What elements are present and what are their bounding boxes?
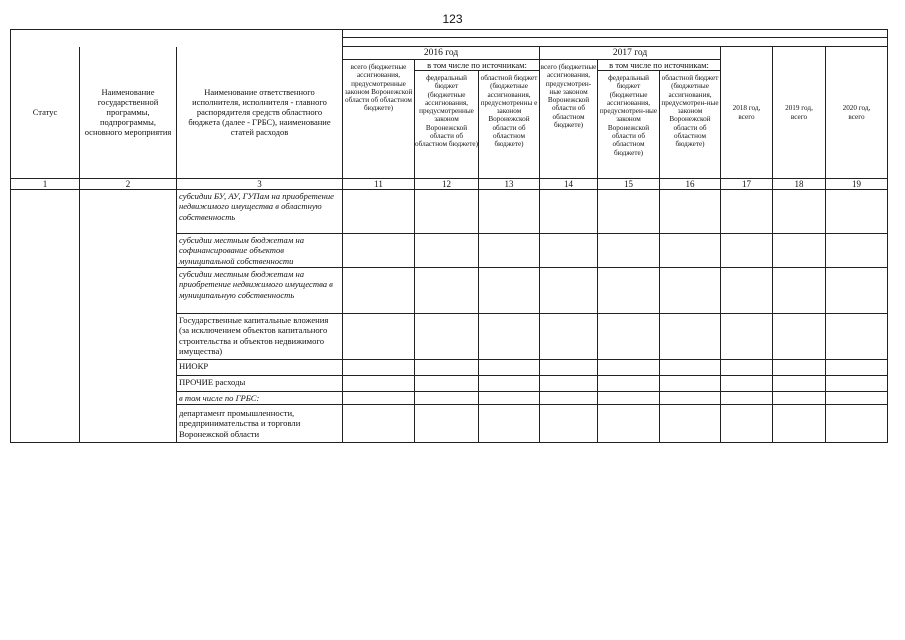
column-number: 14 — [540, 179, 598, 190]
data-cell — [598, 405, 660, 443]
data-cell — [660, 405, 721, 443]
column-number: 11 — [343, 179, 415, 190]
data-cell — [415, 360, 479, 376]
header-year-2017: 2017 год — [540, 47, 721, 60]
data-cell — [773, 190, 826, 234]
data-cell — [343, 314, 415, 360]
status-cell — [11, 190, 80, 443]
data-cell — [540, 234, 598, 268]
data-cell — [721, 190, 773, 234]
table-row: ПРОЧИЕ расходы — [177, 376, 343, 392]
data-cell — [598, 190, 660, 234]
data-cell — [721, 376, 773, 392]
budget-table — [10, 29, 888, 443]
data-cell — [660, 392, 721, 405]
data-cell — [343, 268, 415, 314]
data-cell — [660, 314, 721, 360]
data-cell — [660, 234, 721, 268]
data-cell — [479, 314, 540, 360]
data-cell — [660, 190, 721, 234]
table-row: субсидии БУ, АУ, ГУПам на приобретение недвижимого имущества в областную собственность — [177, 190, 343, 234]
data-cell — [343, 405, 415, 443]
table-row: в том числе по ГРБС: — [177, 392, 343, 405]
column-number: 12 — [415, 179, 479, 190]
header-2019: 2019 год, всего — [773, 47, 826, 179]
data-cell — [479, 234, 540, 268]
data-cell — [721, 405, 773, 443]
table-row: НИОКР — [177, 360, 343, 376]
header-spacer — [343, 30, 888, 38]
data-cell — [479, 376, 540, 392]
table-row: субсидии местным бюджетам на софинансирование объектов муниципальной собственности — [177, 234, 343, 268]
data-cell — [660, 376, 721, 392]
page-number: 123 — [442, 12, 463, 26]
header-spacer — [343, 38, 888, 47]
header-executor: Наименование ответственного исполнителя, исполнителя - главного распорядителя средств областного бюджета (далее - ГРБС), наименование статей расходов — [177, 47, 343, 179]
column-number: 19 — [826, 179, 888, 190]
data-cell — [343, 190, 415, 234]
data-cell — [773, 360, 826, 376]
data-cell — [826, 392, 888, 405]
data-cell — [540, 360, 598, 376]
data-cell — [721, 268, 773, 314]
header-regional-2016: областной бюджет (бюджетные ассигнования, предусмотренны е законом Воронежской области об областном бюджете) — [479, 71, 540, 179]
data-cell — [343, 392, 415, 405]
data-cell — [721, 392, 773, 405]
data-cell — [826, 190, 888, 234]
data-cell — [343, 376, 415, 392]
data-cell — [660, 268, 721, 314]
data-cell — [415, 392, 479, 405]
data-cell — [415, 268, 479, 314]
data-cell — [773, 314, 826, 360]
data-cell — [540, 392, 598, 405]
data-cell — [773, 234, 826, 268]
header-year-2016: 2016 год — [343, 47, 540, 60]
data-cell — [415, 376, 479, 392]
data-cell — [415, 234, 479, 268]
column-number: 1 — [11, 179, 80, 190]
data-cell — [540, 376, 598, 392]
data-cell — [540, 314, 598, 360]
data-cell — [540, 405, 598, 443]
column-number: 13 — [479, 179, 540, 190]
table-top-left — [11, 30, 343, 47]
header-sources-2016: в том числе по источникам: — [415, 60, 540, 71]
header-total-2016: всего (бюджетные ассигнования, предусмотренные законом Воронежской области об областном бюджете) — [343, 60, 415, 179]
header-total-2017: всего (бюджетные ассигнования, предусмотрен-ные законом Воронежской области об областном бюджете) — [540, 60, 598, 179]
data-cell — [826, 405, 888, 443]
data-cell — [598, 392, 660, 405]
data-cell — [415, 190, 479, 234]
data-cell — [598, 376, 660, 392]
column-number: 3 — [177, 179, 343, 190]
column-number: 17 — [721, 179, 773, 190]
table-row: департамент промышленности, предпринимательства и торговли Воронежской области — [177, 405, 343, 443]
column-number: 15 — [598, 179, 660, 190]
data-cell — [598, 360, 660, 376]
data-cell — [415, 314, 479, 360]
data-cell — [721, 314, 773, 360]
data-cell — [540, 268, 598, 314]
data-cell — [479, 392, 540, 405]
header-federal-2017: федеральный бюджет (бюджетные ассигнования, предусмотрен-ные законом Воронежской области об областном бюджете) — [598, 71, 660, 179]
data-cell — [479, 268, 540, 314]
program-cell — [80, 190, 177, 443]
column-number: 16 — [660, 179, 721, 190]
column-number: 2 — [80, 179, 177, 190]
header-federal-2016: федеральный бюджет (бюджетные ассигнования, предусмотренные законом Воронежской области об областном бюджете) — [415, 71, 479, 179]
data-cell — [598, 268, 660, 314]
data-cell — [343, 234, 415, 268]
data-cell — [773, 392, 826, 405]
data-cell — [660, 360, 721, 376]
data-cell — [598, 314, 660, 360]
data-cell — [598, 234, 660, 268]
data-cell — [479, 405, 540, 443]
data-cell — [773, 405, 826, 443]
data-cell — [721, 360, 773, 376]
data-cell — [343, 360, 415, 376]
data-cell — [826, 314, 888, 360]
header-program: Наименование государственной программы, подпрограммы, основного мероприятия — [80, 47, 177, 179]
header-2020: 2020 год, всего — [826, 47, 888, 179]
header-regional-2017: областной бюджет (бюджетные ассигнования, предусмотрен-ные законом Воронежской области об областном бюджете) — [660, 71, 721, 179]
data-cell — [826, 268, 888, 314]
header-status: Статус — [11, 47, 80, 179]
data-cell — [479, 190, 540, 234]
data-cell — [826, 360, 888, 376]
data-cell — [826, 234, 888, 268]
data-cell — [773, 376, 826, 392]
data-cell — [773, 268, 826, 314]
table-row: субсидии местным бюджетам на приобретение недвижимого имущества в муниципальную собственность — [177, 268, 343, 314]
column-number: 18 — [773, 179, 826, 190]
data-cell — [721, 234, 773, 268]
table-row: Государственные капитальные вложения (за исключением объектов капитального строительства и объектов недвижимого имущества) — [177, 314, 343, 360]
data-cell — [479, 360, 540, 376]
data-cell — [540, 190, 598, 234]
data-cell — [415, 405, 479, 443]
header-2018: 2018 год, всего — [721, 47, 773, 179]
data-cell — [826, 376, 888, 392]
header-sources-2017: в том числе по источникам: — [598, 60, 721, 71]
